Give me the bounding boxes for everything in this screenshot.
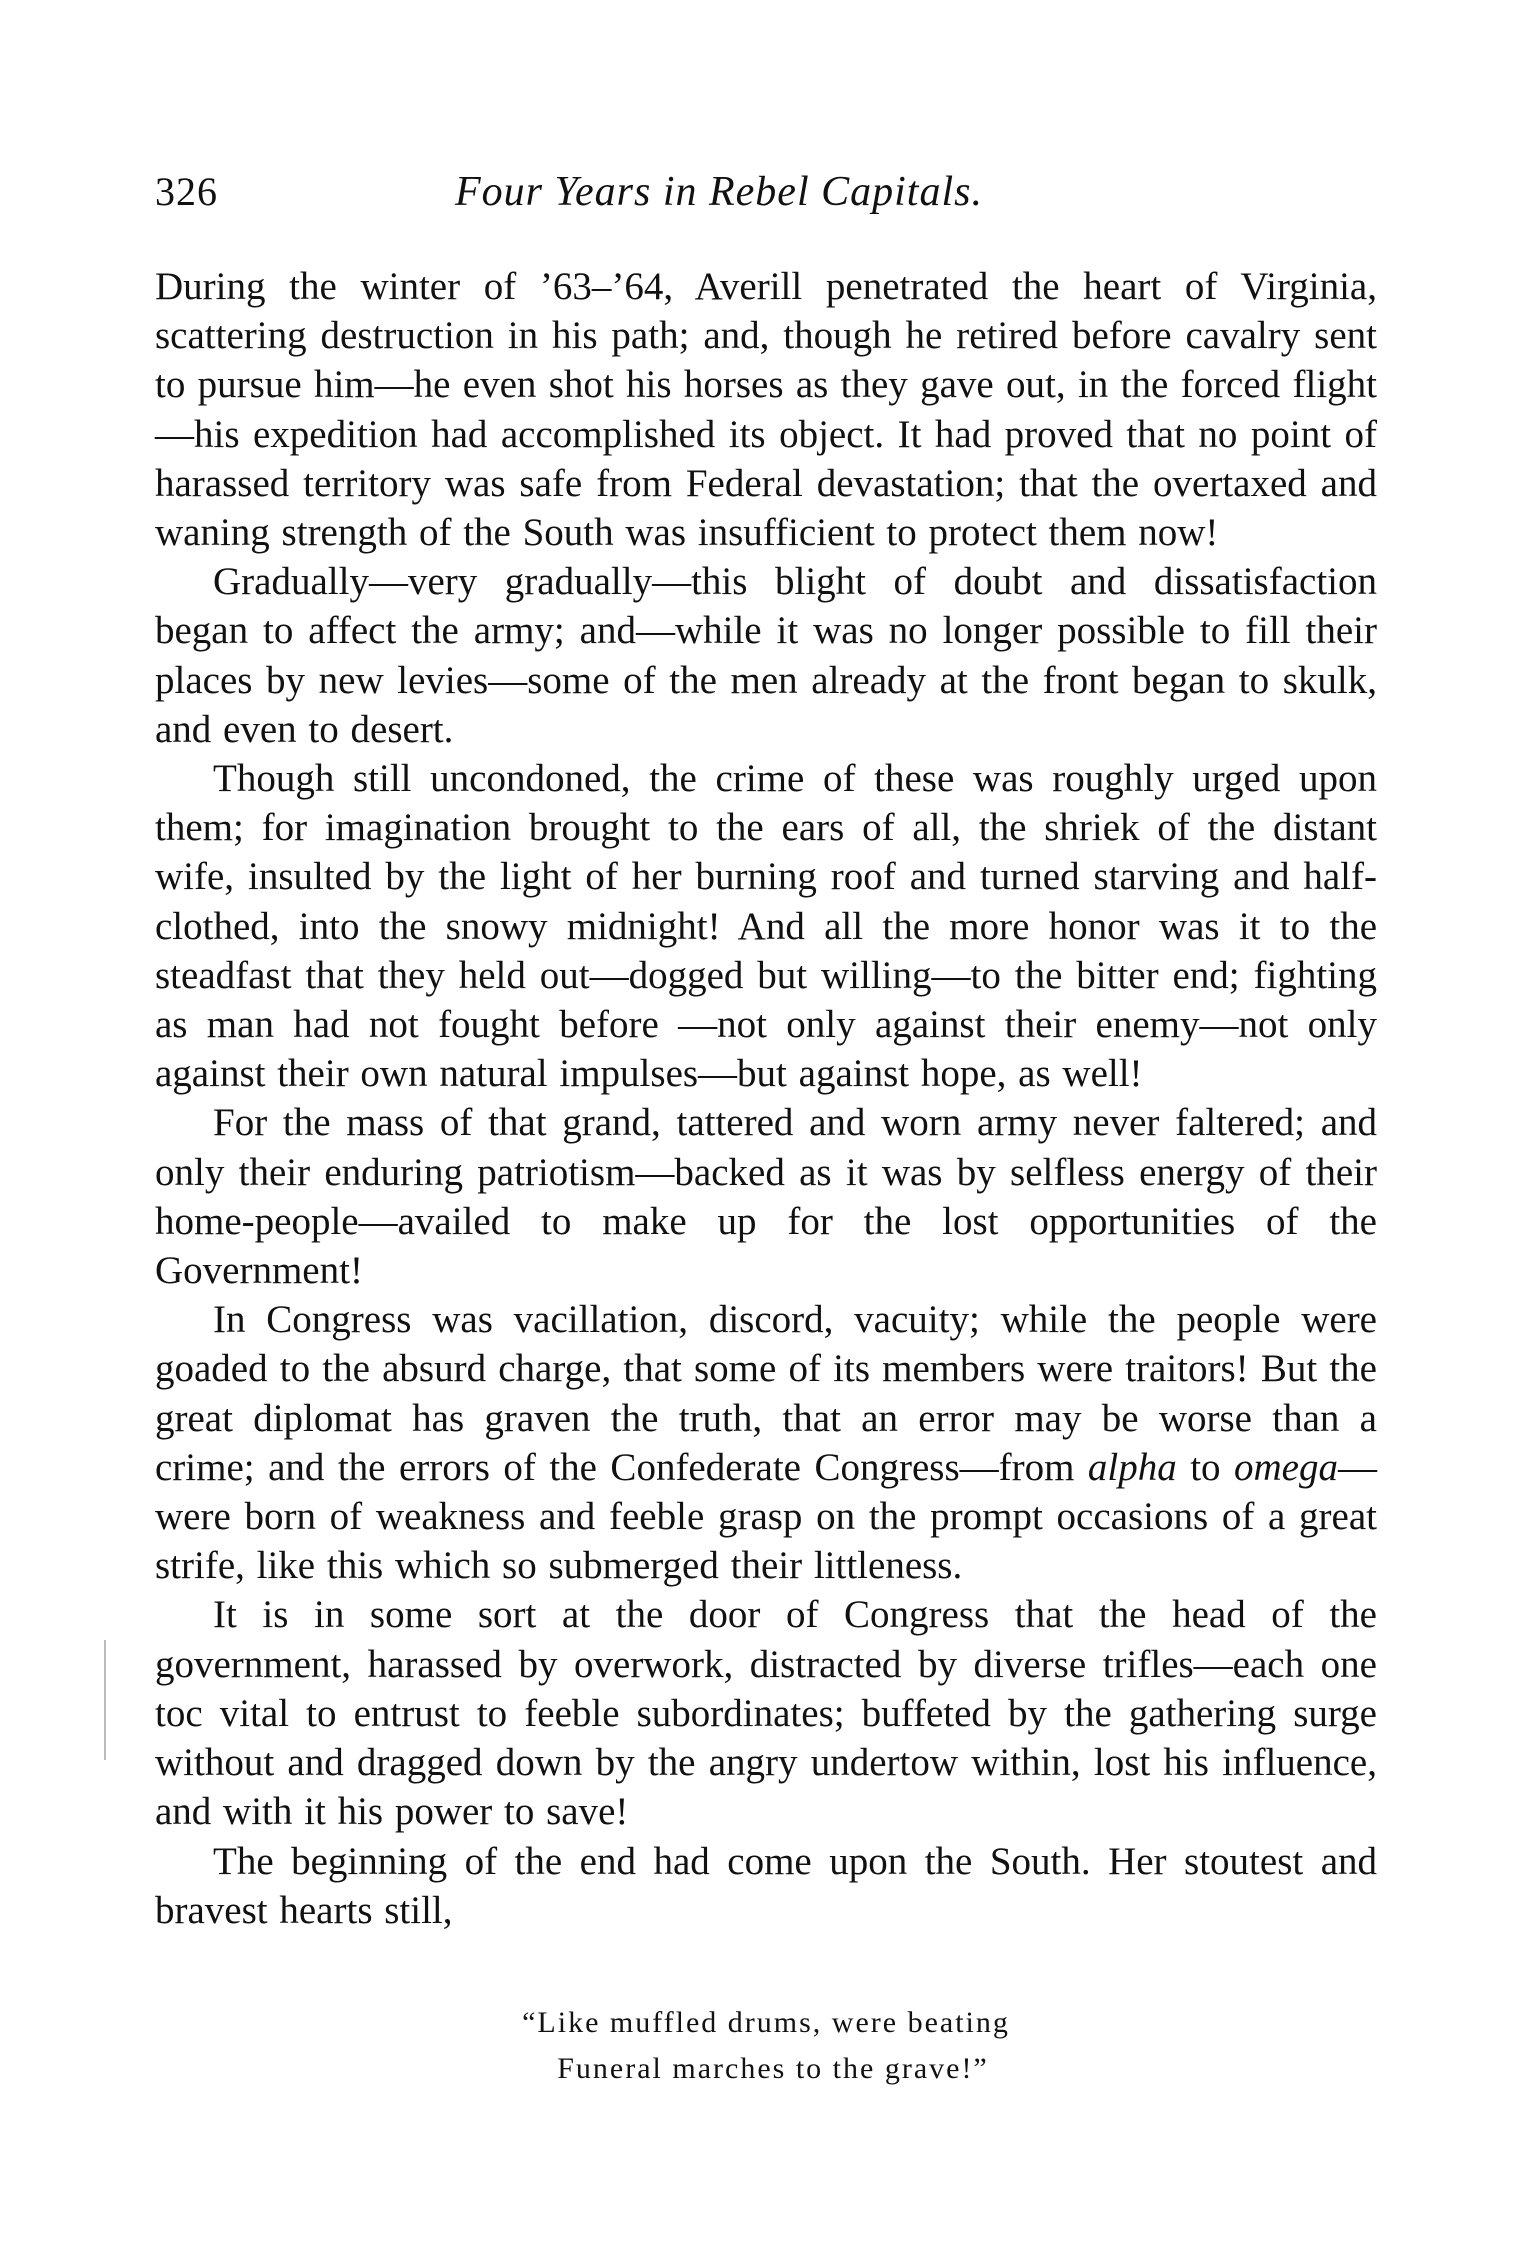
paragraph-averill-raid: During the winter of ’63–’64, Averill penetrated the heart of Virginia, scattering destruction in his path; and, though he retired before cavalry sent to pursue him—he even shot his horses as they gave out, in the forced flight—his expedition had accomplished its object. It had proved that no point of harassed territory was safe from Federal devastation; that the overtaxed and waning strength of the South was insufficient to protect them now! bbox=[155, 265, 1377, 555]
margin-pencil-mark bbox=[104, 1640, 106, 1760]
congress-text-part-3: —were born of weakness and feeble grasp on the prompt occasions of a great strife, like this which so submerged their littleness. bbox=[155, 1445, 1377, 1588]
verse-quotation bbox=[155, 2000, 1377, 2092]
body-text bbox=[155, 262, 1377, 1935]
running-head bbox=[155, 168, 1375, 228]
paragraph-steadfast-soldiers: Though still uncondoned, the crime of these was roughly urged upon them; for imagination brought to the ears of all, the shriek of the distant wife, insulted by the light of her burning roof and turned starving and half-clothed, into the snowy midnight! And all the more honor was it to the steadfast that they held out—dogged but willing—to the bitter end; fighting as man had not fought before —not only against their enemy—not only against their own natural impulses—but against hope, as well! bbox=[155, 757, 1377, 1096]
omega-italic: omega bbox=[1234, 1445, 1338, 1489]
paragraph-congress-errors bbox=[155, 1295, 1377, 1590]
alpha-italic: alpha bbox=[1087, 1445, 1177, 1489]
running-title: Four Years in Rebel Capitals. bbox=[455, 169, 983, 215]
verse-line-1: “Like muffled drums, were beating bbox=[522, 2006, 1010, 2039]
congress-text-part-1: In Congress was vacillation, discord, vacuity; while the people were goaded to the absurd charge, that some of its members were traitors! But the great diplomat has graven the truth, that an error may be worse than a crime; and the errors of the Confederate Congress—from bbox=[155, 1298, 1377, 1489]
page-number: 326 bbox=[155, 169, 218, 214]
paragraph-doubt-and-desertion: Gradually—very gradually—this blight of doubt and dissatisfaction began to affect the army; and—while it was no longer possible to fill their places by new levies—some of the men already at the front began to skulk, and even to desert. bbox=[155, 560, 1377, 751]
paragraph-army-patriotism: For the mass of that grand, tattered and worn army never faltered; and only their enduring patriotism—backed as it was by selfless energy of their home-people—availed to make up for the lost opportunities of the Government! bbox=[155, 1101, 1377, 1293]
congress-text-part-2: to bbox=[1176, 1445, 1234, 1489]
paragraph-beginning-of-end: The beginning of the end had come upon the South. Her stoutest and bravest hearts still, bbox=[155, 1839, 1377, 1932]
paragraph-head-of-government: It is in some sort at the door of Congress that the head of the government, harassed by overwork, distracted by diverse trifles—each one toc vital to entrust to feeble subordinates; buffeted by the gathering surge without and dragged down by the angry undertow within, lost his influence, and with it his power to save! bbox=[155, 1593, 1377, 1834]
verse-line-2: Funeral marches to the grave!” bbox=[557, 2052, 989, 2085]
